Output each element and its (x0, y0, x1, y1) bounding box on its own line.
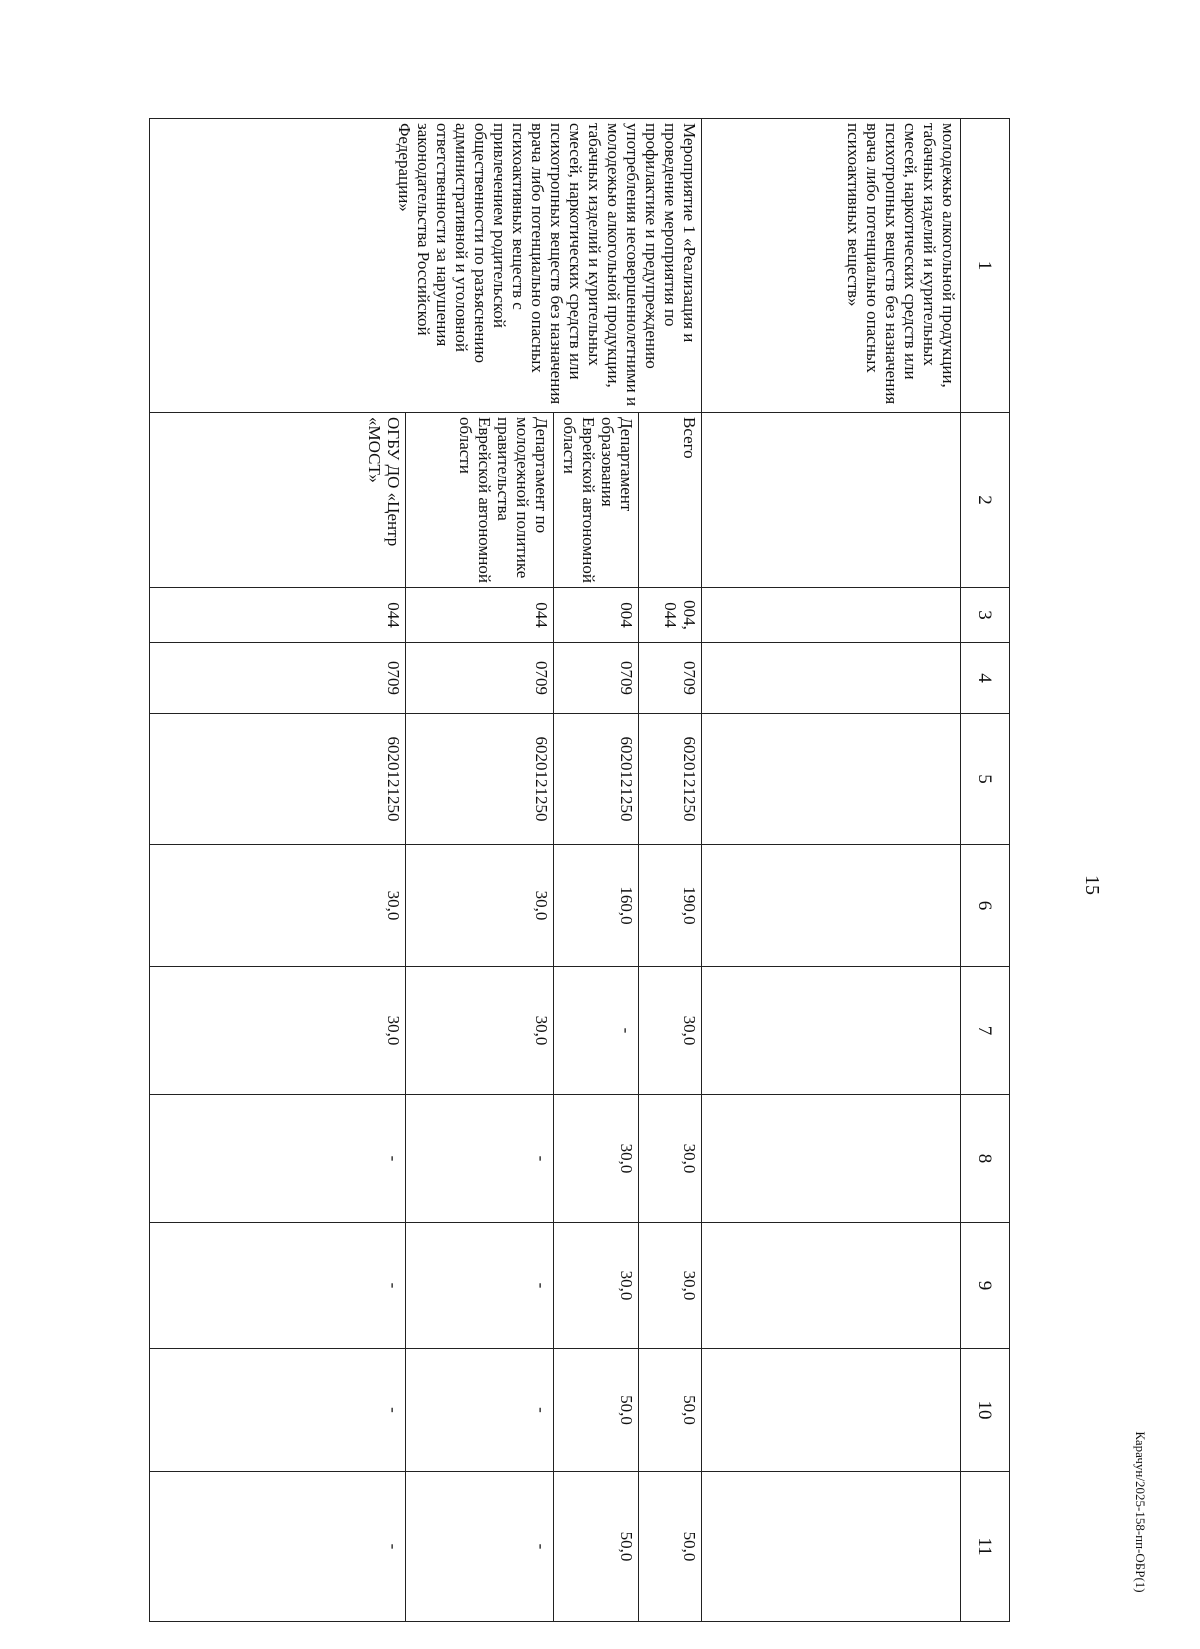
year-cell: - (150, 1095, 406, 1223)
year-cell: 30,0 (406, 967, 554, 1095)
year-cell: 30,0 (639, 1223, 702, 1349)
total-cell: 30,0 (406, 845, 554, 967)
empty-cell (702, 643, 961, 714)
grbs-cell: 044 (150, 588, 406, 643)
continuation-text: молодежью алкогольной продукции, табачных изделий и курительных смесей, наркотических средств или психотропных веществ без назначения врача либо потенциально опасных психоактивных веществ» (702, 119, 961, 413)
budget-table (149, 118, 1010, 1622)
page-number: 15 (1081, 875, 1103, 895)
year-cell: - (406, 1223, 554, 1349)
year-cell: - (554, 967, 639, 1095)
year-cell: - (406, 1349, 554, 1472)
year-cell: - (406, 1472, 554, 1622)
csr-cell: 6020121250 (150, 714, 406, 845)
csr-cell: 6020121250 (406, 714, 554, 845)
year-cell: 50,0 (554, 1349, 639, 1472)
year-cell: 50,0 (639, 1349, 702, 1472)
header-row (961, 119, 1010, 1622)
year-cell: - (406, 1095, 554, 1223)
year-cell: - (150, 1349, 406, 1472)
header-cell: 5 (961, 714, 1010, 845)
header-cell: 1 (961, 119, 1010, 413)
year-cell: 50,0 (554, 1472, 639, 1622)
empty-cell (702, 714, 961, 845)
empty-cell (702, 1095, 961, 1223)
year-cell: 30,0 (554, 1223, 639, 1349)
empty-cell (702, 845, 961, 967)
year-cell: 30,0 (150, 967, 406, 1095)
rz-cell: 0709 (406, 643, 554, 714)
event-title: Мероприятие 1 «Реализация и проведение мероприятия по профилактике и предупреждению употребления несовершеннолетними и молодежью алкогольной продукции, табачных изделий и курительных смесей, наркотических средств или психотропных веществ без назначения врача либо потенциально опасных психоактивных веществ с привлечением родительской общественности по разъяснению административной и уголовной ответственности за нарушения законодательства Российской Федерации» (150, 119, 702, 413)
empty-cell (702, 588, 961, 643)
empty-cell (702, 413, 961, 588)
empty-cell (702, 1223, 961, 1349)
grbs-cell: 004 (554, 588, 639, 643)
total-cell: 160,0 (554, 845, 639, 967)
header-cell: 3 (961, 588, 1010, 643)
header-cell: 9 (961, 1223, 1010, 1349)
csr-cell: 6020121250 (639, 714, 702, 845)
grbs-cell: 044 (406, 588, 554, 643)
total-cell: 190,0 (639, 845, 702, 967)
executor-cell: ОГБУ ДО «Центр «МОСТ» (150, 413, 406, 588)
year-cell: - (150, 1472, 406, 1622)
header-cell: 6 (961, 845, 1010, 967)
rz-cell: 0709 (150, 643, 406, 714)
table-row (639, 119, 702, 1622)
header-cell: 2 (961, 413, 1010, 588)
year-cell: - (150, 1223, 406, 1349)
empty-cell (702, 1472, 961, 1622)
executor-cell: Департамент по молодежной политике правительства Еврейской автономной области (406, 413, 554, 588)
rz-cell: 0709 (554, 643, 639, 714)
csr-cell: 6020121250 (554, 714, 639, 845)
header-cell: 4 (961, 643, 1010, 714)
header-cell: 7 (961, 967, 1010, 1095)
rotated-table-container (162, 118, 1010, 1621)
year-cell: 50,0 (639, 1472, 702, 1622)
continuation-row (702, 119, 961, 1622)
header-cell: 8 (961, 1095, 1010, 1223)
grbs-cell: 004, 044 (639, 588, 702, 643)
year-cell: 30,0 (554, 1095, 639, 1223)
empty-cell (702, 1349, 961, 1472)
header-cell: 10 (961, 1349, 1010, 1472)
executor-cell: Всего (639, 413, 702, 588)
empty-cell (702, 967, 961, 1095)
rz-cell: 0709 (639, 643, 702, 714)
executor-cell: Департамент образования Еврейской автономной области (554, 413, 639, 588)
header-cell: 11 (961, 1472, 1010, 1622)
footer-code: Карачун/2025-158-пп-ОБР(1) (1133, 1431, 1148, 1593)
year-cell: 30,0 (639, 1095, 702, 1223)
year-cell: 30,0 (639, 967, 702, 1095)
total-cell: 30,0 (150, 845, 406, 967)
